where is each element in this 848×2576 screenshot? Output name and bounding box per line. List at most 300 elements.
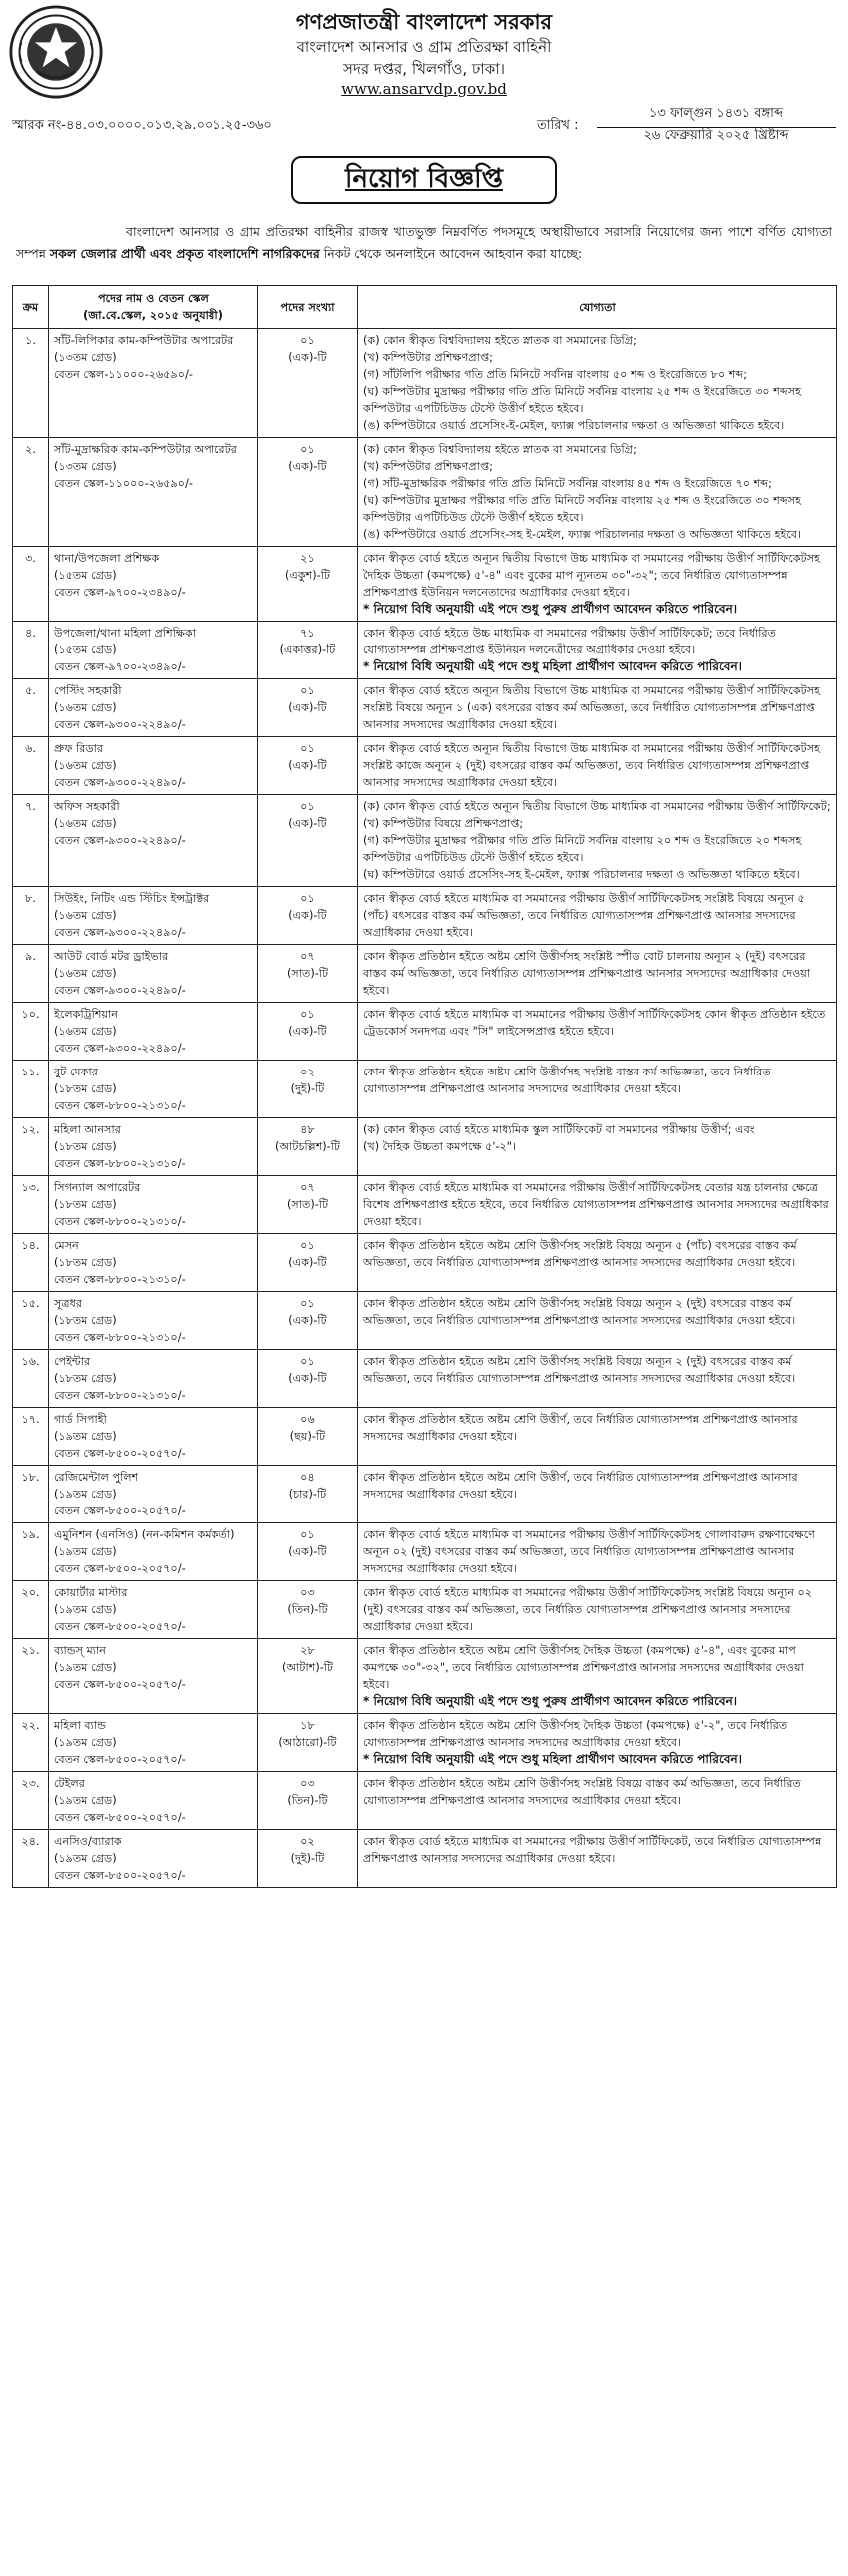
post-grade: (১৮তম গ্রেড)	[54, 1314, 117, 1327]
row-qualification	[358, 1772, 837, 1830]
header-serial: ক্রম	[13, 286, 49, 329]
table-row	[13, 1639, 837, 1714]
row-qualification	[358, 795, 837, 887]
count-number: ০৬	[300, 1413, 315, 1426]
post-scale: বেতন স্কেল-৮৮০০-২১৩১০/-	[54, 1099, 186, 1112]
row-count	[258, 1772, 358, 1830]
row-serial: ১.	[13, 329, 49, 438]
memo-number: স্মারক নং-৪৪.০৩.০০০০.০১৩.২৯.০০১.২৫-৩৬০	[12, 118, 272, 133]
qualification-line: কোন স্বীকৃত বোর্ড হইতে মাধ্যমিক বা সমমানের পরীক্ষায় উত্তীর্ণ সার্টিফিকেটসহ সংশ্লিষ্ট বিষয়ে অন্যূন ৫ (পাঁচ) বৎসরের বাস্তব কর্ম অভিজ্ঞতা, তবে নির্ধারিত যোগ্যতাসম্পন্ন প্রশিক্ষণপ্রাপ্ত আনসার সদস্যদের অগ্রাধিকার দেওয়া হইবে।	[363, 892, 805, 939]
count-word: (ছয়)-টি	[289, 1430, 326, 1443]
post-name: পেস্টিং সহকারী	[54, 684, 122, 697]
post-name: এনসিও/ব্যারাক	[54, 1835, 122, 1848]
qualification-line: কোন স্বীকৃত বোর্ড হইতে মাধ্যমিক বা সমমানের পরীক্ষায় উত্তীর্ণ সার্টিফিকেটসহ বেতার যন্ত্র চালনার ক্ষেত্রে বিশেষ প্রশিক্ষণপ্রাপ্ত হইতে হইবে, তবে নির্ধারিত যোগ্যতাসম্পন্ন প্রশিক্ষণপ্রাপ্ত আনসার সদস্যদের অগ্রাধিকার দেওয়া হইবে।	[363, 1181, 829, 1228]
row-count	[258, 679, 358, 737]
row-serial: ২৪.	[13, 1830, 49, 1888]
count-number: ০১	[300, 1355, 315, 1368]
header-post-label: পদের নাম ও বেতন স্কেল	[98, 292, 209, 305]
qualification-line: (ঘ) কম্পিউটারে ওয়ার্ড প্রসেসিং-সহ ই-মেইল, ফ্যাক্স পরিচালনার দক্ষতা ও অভিজ্ঞতা থাকিতে হইবে।	[363, 868, 800, 881]
post-grade: (১৯তম গ্রেড)	[54, 1852, 117, 1865]
count-number: ০১	[300, 892, 315, 905]
post-name: এমুনিশন (এনসিও) (নন-কমিশন কর্মকর্তা)	[54, 1528, 235, 1541]
row-count	[258, 1061, 358, 1118]
post-scale: বেতন স্কেল-৮৮০০-২১৩১০/-	[54, 1389, 186, 1402]
row-serial: ৫.	[13, 679, 49, 737]
row-count	[258, 1118, 358, 1176]
table-row	[13, 329, 837, 438]
row-serial: ১৪.	[13, 1234, 49, 1292]
row-post	[49, 1003, 258, 1061]
post-scale: বেতন স্কেল-১১০০০-২৬৫৯০/-	[54, 477, 193, 490]
row-serial: ৩.	[13, 547, 49, 622]
count-word: (আটচল্লিশ)-টি	[274, 1140, 341, 1153]
post-name: মহিলা আনসার	[54, 1123, 121, 1136]
count-word: (সাত)-টি	[286, 967, 329, 980]
qualification-line: (ঙ) কম্পিউটারে ওয়ার্ড প্রসেসিং-ই-মেইল, ফ্যাক্স পরিচালনার দক্ষতা ও অভিজ্ঞতা থাকিতে হইবে।	[363, 419, 785, 432]
count-number: ৪৮	[300, 1123, 315, 1136]
row-post	[49, 1639, 258, 1714]
qualification-line: কোন স্বীকৃত বোর্ড হইতে মাধ্যমিক বা সমমানের পরীক্ষায় উত্তীর্ণ সার্টিফিকেটসহ গোলাবারুদ রক্ষণাবেক্ষণে অন্যূন ০২ (দুই) বৎসরের বাস্তব কর্ম অভিজ্ঞতা, তবে নির্ধারিত যোগ্যতাসম্পন্ন প্রশিক্ষণপ্রাপ্ত আনসার সদস্যদের অগ্রাধিকার দেওয়া হইবে।	[363, 1528, 815, 1575]
post-scale: বেতন স্কেল-৮৫০০-২০৫৭০/-	[54, 1562, 186, 1575]
post-scale: বেতন স্কেল-৮৮০০-২১৩১০/-	[54, 1273, 186, 1286]
table-row	[13, 547, 837, 622]
row-serial: ২০.	[13, 1581, 49, 1639]
post-scale: বেতন স্কেল-৯৭০০-২৩৪৯০/-	[54, 586, 186, 599]
table-row	[13, 1772, 837, 1830]
office-address: সদর দপ্তর, খিলগাঁও, ঢাকা।	[343, 60, 505, 78]
table-row	[13, 1003, 837, 1061]
post-scale: বেতন স্কেল-৮৫০০-২০৫৭০/-	[54, 1504, 186, 1517]
row-count	[258, 1003, 358, 1061]
vacancy-table	[12, 285, 837, 1888]
qualification-line: (ঘ) কম্পিউটার মুদ্রাক্ষর পরীক্ষার গতি প্রতি মিনিটে সর্বনিম্ন বাংলায় ২৫ শব্দ ও ইংরেজিতে ৩০ শব্দসহ কম্পিউটার এপটিচিউড টেস্টে উত্তীর্ণ হইতে হইবে।	[363, 494, 801, 524]
row-post	[49, 945, 258, 1003]
count-word: (এক)-টি	[288, 351, 327, 364]
intro-text-bold: সকল জেলার প্রার্থী এবং প্রকৃত বাংলাদেশি নাগরিকদের	[49, 246, 320, 261]
row-post	[49, 1061, 258, 1118]
count-number: ০১	[300, 1297, 315, 1310]
count-word: (এক)-টি	[288, 817, 327, 830]
post-scale: বেতন স্কেল-৯৭০০-২৩৪৯০/-	[54, 660, 186, 673]
row-serial: ৮.	[13, 887, 49, 945]
row-qualification	[358, 1003, 837, 1061]
qualification-line: কোন স্বীকৃত প্রতিষ্ঠান হইতে অষ্টম শ্রেণি উত্তীর্ণসহ সংশ্লিষ্ট বিষয়ে অন্যূন ২ (দুই) বৎসরের বাস্তব কর্ম অভিজ্ঞতা, তবে নির্ধারিত যোগ্যতাসম্পন্ন প্রশিক্ষণপ্রাপ্ত আনসার সদস্যদের অগ্রাধিকার দেওয়া হইবে।	[363, 1355, 796, 1385]
qualification-line: (ক) কোন স্বীকৃত বোর্ড হইতে মাধ্যমিক স্কুল সার্টিফিকেট বা সমমানের পরীক্ষায় উত্তীর্ণ; এবং	[363, 1123, 755, 1136]
table-row	[13, 1061, 837, 1118]
qualification-line: কোন স্বীকৃত প্রতিষ্ঠান হইতে অষ্টম শ্রেণি উত্তীর্ণ, তবে নির্ধারিত যোগ্যতাসম্পন্ন প্রশিক্ষণপ্রাপ্ত আনসার সদস্যদের অগ্রাধিকার দেওয়া হইবে।	[363, 1471, 798, 1501]
post-scale: বেতন স্কেল-৯৩০০-২২৪৯০/-	[54, 926, 186, 939]
row-post	[49, 887, 258, 945]
count-word: (এক)-টি	[288, 460, 327, 473]
department-name: বাংলাদেশ আনসার ও গ্রাম প্রতিরক্ষা বাহিনী	[296, 38, 552, 56]
page-title: নিয়োগ বিজ্ঞপ্তি	[291, 156, 557, 204]
post-grade: (১৯তম গ্রেড)	[54, 1545, 117, 1558]
count-number: ০৩	[300, 1586, 315, 1599]
table-header-row	[13, 286, 837, 329]
post-grade: (১৯তম গ্রেড)	[54, 1603, 117, 1616]
row-qualification	[358, 945, 837, 1003]
table-row	[13, 438, 837, 547]
row-count	[258, 1639, 358, 1714]
table-row	[13, 887, 837, 945]
row-serial: ১০.	[13, 1003, 49, 1061]
post-grade: (১৬তম গ্রেড)	[54, 759, 117, 772]
qualification-line: কোন স্বীকৃত প্রতিষ্ঠান হইতে অষ্টম শ্রেণি উত্তীর্ণসহ দৈহিক উচ্চতা (কমপক্ষে) ৫'-৪", এবং বুকের মাপ কমপক্ষে ৩০"-৩২", তবে নির্ধারিত যোগ্যতাসম্পন্ন প্রশিক্ষণপ্রাপ্ত আনসার সদস্যদের অগ্রাধিকার দেওয়া হইবে।	[363, 1644, 804, 1691]
qualification-line: (ক) কোন স্বীকৃত বোর্ড হইতে অন্যূন দ্বিতীয় বিভাগে উচ্চ মাধ্যমিক বা সমমানের পরীক্ষায় উত্তীর্ণ সার্টিফিকেট;	[363, 800, 831, 813]
post-scale: বেতন স্কেল-৮৫০০-২০৫৭০/-	[54, 1447, 186, 1460]
table-row	[13, 1234, 837, 1292]
post-scale: বেতন স্কেল-৯৩০০-২২৪৯০/-	[54, 718, 186, 731]
table-row	[13, 1581, 837, 1639]
table-row	[13, 737, 837, 795]
post-name: গার্ড সিপাহী	[54, 1413, 107, 1426]
date-label: তারিখ :	[537, 118, 579, 133]
row-count	[258, 1523, 358, 1581]
qualification-line: (ঙ) কম্পিউটারে ওয়ার্ড প্রসেসিং-সহ ই-মেইল, ফ্যাক্স পরিচালনার দক্ষতা ও অভিজ্ঞতা থাকিতে হইবে।	[363, 528, 802, 541]
table-row	[13, 1292, 837, 1350]
row-post	[49, 1466, 258, 1523]
row-count	[258, 1408, 358, 1466]
post-scale: বেতন স্কেল-৯৩০০-২২৪৯০/-	[54, 776, 186, 789]
eligibility-note: * নিয়োগ বিধি অনুযায়ী এই পদে শুধু মহিলা প্রার্থীগণ আবেদন করিতে পারিবেন।	[363, 1752, 742, 1766]
post-name: সিগন্যাল অপারেটর	[54, 1181, 141, 1194]
count-number: ২৮	[300, 1644, 315, 1657]
post-grade: (১৬তম গ্রেড)	[54, 967, 117, 980]
count-word: (তিন)-টি	[287, 1794, 328, 1807]
row-post	[49, 1350, 258, 1408]
post-grade: (১৮তম গ্রেড)	[54, 1256, 117, 1269]
table-row	[13, 1118, 837, 1176]
post-name: মহিলা ব্যান্ড	[54, 1719, 107, 1732]
count-word: (একুশ)-টি	[284, 569, 331, 582]
row-post	[49, 795, 258, 887]
post-name: সাঁট-মুদ্রাক্ষরিক কাম-কম্পিউটার অপারেটর	[54, 443, 237, 456]
row-serial: ৭.	[13, 795, 49, 887]
row-count	[258, 1466, 358, 1523]
table-row	[13, 679, 837, 737]
qualification-line: (গ) সাঁট-মুদ্রাক্ষরিক পরীক্ষার গতি প্রতি মিনিটে সর্বনিম্ন বাংলায় ৪৫ শব্দ ও ইংরেজিতে ৭০ শব্দ;	[363, 477, 772, 490]
post-name: উপজেলা/থানা মহিলা প্রশিক্ষিকা	[54, 627, 197, 640]
count-word: (তিন)-টি	[287, 1603, 328, 1616]
count-number: ০১	[300, 1528, 315, 1541]
post-grade: (১৮তম গ্রেড)	[54, 1082, 117, 1095]
row-qualification	[358, 1350, 837, 1408]
post-grade: (১৬তম গ্রেড)	[54, 909, 117, 922]
post-scale: বেতন স্কেল-৮৫০০-২০৫৭০/-	[54, 1678, 186, 1691]
count-word: (আটাশ)-টি	[281, 1661, 334, 1674]
row-qualification	[358, 1176, 837, 1234]
row-serial: ১৫.	[13, 1292, 49, 1350]
intro-text-2: নিকট থেকে অনলাইনে আবেদন আহবান করা যাচ্ছে:	[323, 246, 583, 261]
count-word: (চার)-টি	[288, 1488, 327, 1501]
qualification-line: কোন স্বীকৃত বোর্ড হইতে মাধ্যমিক বা সমমানের পরীক্ষায় উত্তীর্ণ সার্টিফিকেটসহ সংশ্লিষ্ট বিষয়ে অন্যূন ০২ (দুই) বৎসরের বাস্তব কর্ম অভিজ্ঞতা, তবে নির্ধারিত যোগ্যতাসম্পন্ন প্রশিক্ষণপ্রাপ্ত আনসার সদস্যদের অগ্রাধিকার দেওয়া হইবে।	[363, 1586, 813, 1633]
row-post	[49, 547, 258, 622]
qualification-line: কোন স্বীকৃত প্রতিষ্ঠান হইতে অষ্টম শ্রেণি উত্তীর্ণ, তবে নির্ধারিত যোগ্যতাসম্পন্ন প্রশিক্ষণপ্রাপ্ত আনসার সদস্যদের অগ্রাধিকার দেওয়া হইবে।	[363, 1413, 798, 1443]
post-grade: (১৩তম গ্রেড)	[54, 460, 117, 473]
row-count	[258, 1234, 358, 1292]
qualification-line: (গ) কম্পিউটার মুদ্রাক্ষর পরীক্ষার গতি প্রতি মিনিটে সর্বনিম্ন বাংলায় ২০ শব্দ ও ইংরেজিতে ২০ শব্দসহ কম্পিউটার এপটিচিউড টেস্টে উত্তীর্ণ হইতে হইবে।	[363, 834, 802, 864]
row-post	[49, 438, 258, 547]
post-grade: (১৯তম গ্রেড)	[54, 1430, 117, 1443]
row-post	[49, 679, 258, 737]
qualification-line: (গ) সাঁটলিপি পরীক্ষার গতি প্রতি মিনিটে সর্বনিম্ন বাংলায় ৫০ শব্দ ও ইংরেজিতে ৮০ শব্দ;	[363, 368, 748, 381]
count-word: (এক)-টি	[288, 1025, 327, 1038]
table-row	[13, 1830, 837, 1888]
qualification-line: কোন স্বীকৃত বোর্ড হইতে অন্যূন দ্বিতীয় বিভাগে উচ্চ মাধ্যমিক বা সমমানের পরীক্ষায় উত্তীর্ণ সার্টিফিকেটসহ সংশ্লিষ্ট বিষয়ে অন্যূন ১ (এক) বৎসরের বাস্তব কর্ম অভিজ্ঞতা, তবে নির্ধারিত যোগ্যতাসম্পন্ন প্রশিক্ষণপ্রাপ্ত আনসার সদস্যদের অগ্রাধিকার দেওয়া হইবে।	[363, 684, 821, 731]
row-serial: ১৩.	[13, 1176, 49, 1234]
row-qualification	[358, 1292, 837, 1350]
row-qualification	[358, 1714, 837, 1772]
post-name: পেইন্টার	[54, 1355, 91, 1368]
row-count	[258, 1830, 358, 1888]
row-serial: ১৮.	[13, 1466, 49, 1523]
row-post	[49, 1118, 258, 1176]
row-count	[258, 737, 358, 795]
row-qualification	[358, 1234, 837, 1292]
row-count	[258, 1714, 358, 1772]
qualification-line: কোন স্বীকৃত প্রতিষ্ঠান হইতে অষ্টম শ্রেণি উত্তীর্ণসহ দৈহিক উচ্চতা (কমপক্ষে) ৫'-২", তবে নির্ধারিত যোগ্যতাসম্পন্ন প্রশিক্ষণপ্রাপ্ত আনসার সদস্যদের অগ্রাধিকার দেওয়া হইবে।	[363, 1719, 788, 1749]
post-grade: (১৬তম গ্রেড)	[54, 701, 117, 714]
row-post	[49, 1176, 258, 1234]
row-serial: ২২.	[13, 1714, 49, 1772]
table-row	[13, 1176, 837, 1234]
qualification-line: (ঘ) কম্পিউটার মুদ্রাক্ষর পরীক্ষার গতি প্রতি মিনিটে সর্বনিম্ন বাংলায় ২৫ শব্দ ও ইংরেজিতে ৩০ শব্দসহ কম্পিউটার এপটিচিউড টেস্টে উত্তীর্ণ হইতে হইবে।	[363, 385, 801, 415]
post-name: রেজিমেন্টাল পুলিশ	[54, 1471, 139, 1484]
qualification-line: কোন স্বীকৃত প্রতিষ্ঠান হইতে অষ্টম শ্রেণি উত্তীর্ণসহ সংশ্লিষ্ট স্পীড বোট চালনায় অন্যূন ২ (দুই) বৎসরের বাস্তব কর্ম অভিজ্ঞতা, তবে নির্ধারিত যোগ্যতাসম্পন্ন প্রশিক্ষণপ্রাপ্ত আনসার সদস্যদের অগ্রাধিকার দেওয়া হইবে।	[363, 950, 811, 997]
website-link[interactable]: www.ansarvdp.gov.bd	[341, 80, 507, 98]
count-word: (এক)-টি	[288, 1314, 327, 1327]
date-english: ২৬ ফেব্রুয়ারি ২০২৫ খ্রিষ্টাব্দ	[643, 128, 789, 143]
row-qualification	[358, 1408, 837, 1466]
row-serial: ২৩.	[13, 1772, 49, 1830]
post-name: ইলেকট্রিশিয়ান	[54, 1008, 118, 1021]
post-name: থানা/উপজেলা প্রশিক্ষক	[54, 552, 160, 565]
intro-text-1: বাংলাদেশ আনসার ও গ্রাম প্রতিরক্ষা বাহিনীর রাজস্ব খাতভুক্ত নিম্নবর্ণিত পদসমূহে অস্থায়ীভাবে সরাসরি নিয়োগের জন্য পাশে বর্ণিত যোগ্যতা সম্পন্ন	[16, 224, 832, 261]
qualification-line: কোন স্বীকৃত বোর্ড হইতে অন্যূন দ্বিতীয় বিভাগে উচ্চ মাধ্যমিক বা সমমানের পরীক্ষায় উত্তীর্ণ সার্টিফিকেটসহ দৈহিক উচ্চতা (কমপক্ষে) ৫'-৪" এবং বুকের মাপ ন্যূনতম ৩০"-৩২"; তবে নির্ধারিত যোগ্যতাসম্পন্ন প্রশিক্ষণপ্রাপ্ত ইউনিয়ন দলনেতাদের অগ্রাধিকার দেওয়া হইবে।	[363, 552, 821, 599]
post-scale: বেতন স্কেল-৮৫০০-২০৫৭০/-	[54, 1620, 186, 1633]
post-grade: (১৮তম গ্রেড)	[54, 1140, 117, 1153]
row-qualification	[358, 1523, 837, 1581]
post-scale: বেতন স্কেল-৯৩০০-২২৪৯০/-	[54, 834, 186, 847]
qualification-line: কোন স্বীকৃত প্রতিষ্ঠান হইতে অষ্টম শ্রেণি উত্তীর্ণসহ সংশ্লিষ্ট বিষয়ে অন্যূন ৫ (পাঁচ) বৎসরের বাস্তব কর্ম অভিজ্ঞতা, তবে নির্ধারিত যোগ্যতাসম্পন্ন প্রশিক্ষণপ্রাপ্ত আনসার সদস্যদের অগ্রাধিকার দেওয়া হইবে।	[363, 1239, 797, 1269]
post-name: মেসন	[54, 1239, 79, 1252]
post-grade: (১৩তম গ্রেড)	[54, 351, 117, 364]
row-serial: ২.	[13, 438, 49, 547]
post-scale: বেতন স্কেল-৯৩০০-২২৪৯০/-	[54, 984, 186, 997]
qualification-line: কোন স্বীকৃত বোর্ড হইতে মাধ্যমিক বা সমমানের পরীক্ষায় উত্তীর্ণ সার্টিফিকেট, তবে নির্ধারিত যোগ্যতাসম্পন্ন প্রশিক্ষণপ্রাপ্ত আনসার সদস্যদের অগ্রাধিকার দেওয়া হইবে।	[363, 1835, 822, 1865]
row-serial: ১৯.	[13, 1523, 49, 1581]
count-number: ০১	[300, 1239, 315, 1252]
header-count: পদের সংখ্যা	[258, 286, 358, 329]
row-qualification	[358, 547, 837, 622]
row-count	[258, 1581, 358, 1639]
row-post	[49, 1830, 258, 1888]
table-row	[13, 1408, 837, 1466]
count-word: (এক)-টি	[288, 909, 327, 922]
qualification-line: কোন স্বীকৃত বোর্ড হইতে অন্যূন দ্বিতীয় বিভাগে উচ্চ মাধ্যমিক বা সমমানের পরীক্ষায় উত্তীর্ণ সার্টিফিকেটসহ সংশ্লিষ্ট কাজে অন্যূন ২ (দুই) বৎসরের বাস্তব কর্ম অভিজ্ঞতা, তবে নির্ধারিত যোগ্যতাসম্পন্ন প্রশিক্ষণপ্রাপ্ত আনসার সদস্যদের অগ্রাধিকার দেওয়া হইবে।	[363, 742, 821, 789]
row-qualification	[358, 1830, 837, 1888]
eligibility-note: * নিয়োগ বিধি অনুযায়ী এই পদে শুধু পুরুষ প্রার্থীগণ আবেদন করিতে পারিবেন।	[363, 602, 738, 616]
row-count	[258, 1350, 358, 1408]
row-qualification	[358, 887, 837, 945]
count-word: (আঠারো)-টি	[278, 1736, 337, 1749]
post-grade: (১৫তম গ্রেড)	[54, 569, 117, 582]
post-name: টেইলর	[54, 1777, 85, 1790]
count-word: (এক)-টি	[288, 1372, 327, 1385]
row-qualification	[358, 679, 837, 737]
count-number: ০১	[300, 1008, 315, 1021]
row-post	[49, 1581, 258, 1639]
table-row	[13, 1350, 837, 1408]
table-row	[13, 1466, 837, 1523]
row-count	[258, 945, 358, 1003]
row-qualification	[358, 329, 837, 438]
count-word: (এক)-টি	[288, 1545, 327, 1558]
count-number: ০৭	[300, 950, 315, 963]
count-number: ০১	[300, 800, 315, 813]
row-serial: ২১.	[13, 1639, 49, 1714]
post-name: সিউইং, নিটিং এন্ড স্টিচিং ইন্সট্রাক্টর	[54, 892, 210, 905]
count-word: (একাত্তর)-টি	[279, 644, 336, 656]
header-post-sub: (জা.বে.স্কেল, ২০১৫ অনুযায়ী)	[83, 309, 223, 322]
government-title: গণপ্রজাতন্ত্রী বাংলাদেশ সরকার	[295, 10, 553, 34]
row-post	[49, 1772, 258, 1830]
row-qualification	[358, 737, 837, 795]
qualification-line: কোন স্বীকৃত বোর্ড হইতে মাধ্যমিক বা সমমানের পরীক্ষায় উত্তীর্ণ সার্টিফিকেটসহ কোন স্বীকৃত প্রতিষ্ঠান হইতে ট্রেডকোর্স সনদপত্র এবং "সি" লাইসেন্সপ্রাপ্ত হইতে হইবে।	[363, 1008, 826, 1038]
row-post	[49, 622, 258, 679]
row-post	[49, 329, 258, 438]
row-qualification	[358, 1639, 837, 1714]
table-row	[13, 1523, 837, 1581]
post-grade: (১৫তম গ্রেড)	[54, 644, 117, 656]
qualification-line: কোন স্বীকৃত বোর্ড হইতে উচ্চ মাধ্যমিক বা সমমানের পরীক্ষায় উত্তীর্ণ সার্টিফিকেট; তবে নির্ধারিত যোগ্যতাসম্পন্ন প্রশিক্ষণপ্রাপ্ত ইউনিয়ন দলনেত্রীদের অগ্রাধিকার দেওয়া হইবে।	[363, 627, 777, 656]
post-scale: বেতন স্কেল-৮৫০০-২০৫৭০/-	[54, 1811, 186, 1824]
post-name: বুট মেকার	[54, 1066, 98, 1078]
intro-paragraph	[16, 221, 832, 265]
row-qualification	[358, 1061, 837, 1118]
row-count	[258, 622, 358, 679]
post-name: সাঁট-লিপিকার কাম-কম্পিউটার অপারেটর	[54, 334, 234, 347]
row-serial: ৯.	[13, 945, 49, 1003]
row-serial: ১২.	[13, 1118, 49, 1176]
count-number: ১৮	[300, 1719, 315, 1732]
row-qualification	[358, 1466, 837, 1523]
qualification-line: কোন স্বীকৃত প্রতিষ্ঠান হইতে অষ্টম শ্রেণি উত্তীর্ণসহ সংশ্লিষ্ট বিষয়ে অন্যূন ২ (দুই) বৎসরের বাস্তব কর্ম অভিজ্ঞতা, তবে নির্ধারিত যোগ্যতাসম্পন্ন প্রশিক্ষণপ্রাপ্ত আনসার সদস্যদের অগ্রাধিকার দেওয়া হইবে।	[363, 1297, 796, 1327]
row-post	[49, 1408, 258, 1466]
post-name: আউট বোর্ড মটর ড্রাইভার	[54, 950, 169, 963]
post-scale: বেতন স্কেল-১১০০০-২৬৫৯০/-	[54, 368, 193, 381]
count-word: (দুই)-টি	[290, 1082, 325, 1095]
row-post	[49, 1714, 258, 1772]
row-qualification	[358, 1118, 837, 1176]
post-scale: বেতন স্কেল-৮৮০০-২১৩১০/-	[54, 1215, 186, 1228]
vacancy-table-body	[13, 329, 837, 1888]
count-number: ০৭	[300, 1181, 315, 1194]
table-row	[13, 945, 837, 1003]
table-row	[13, 795, 837, 887]
count-word: (এক)-টি	[288, 701, 327, 714]
row-post	[49, 737, 258, 795]
count-number: ২১	[300, 552, 315, 565]
row-count	[258, 329, 358, 438]
qualification-line: কোন স্বীকৃত প্রতিষ্ঠান হইতে অষ্টম শ্রেণি উত্তীর্ণসহ সংশ্লিষ্ট বাস্তব কর্ম অভিজ্ঞতা, তবে নির্ধারিত যোগ্যতাসম্পন্ন প্রশিক্ষণপ্রাপ্ত আনসার সদস্যদের অগ্রাধিকার দেওয়া হইবে।	[363, 1066, 771, 1095]
row-serial: ১৭.	[13, 1408, 49, 1466]
header-post	[49, 286, 258, 329]
count-word: (এক)-টি	[288, 1256, 327, 1269]
row-count	[258, 887, 358, 945]
count-number: ০১	[300, 742, 315, 755]
row-count	[258, 795, 358, 887]
header-qualification: যোগ্যতা	[358, 286, 837, 329]
row-serial: ৬.	[13, 737, 49, 795]
count-word: (দুই)-টি	[290, 1852, 325, 1865]
qualification-line: কোন স্বীকৃত প্রতিষ্ঠান হইতে অষ্টম শ্রেণি উত্তীর্ণসহ সংশ্লিষ্ট বিষয়ে বাস্তব কর্ম অভিজ্ঞতা, তবে নির্ধারিত যোগ্যতাসম্পন্ন প্রশিক্ষণপ্রাপ্ত আনসার সদস্যদের অগ্রাধিকার দেওয়া হইবে।	[363, 1777, 801, 1807]
qualification-line: (ক) কোন স্বীকৃত বিশ্ববিদ্যালয় হইতে স্নাতক বা সমমানের ডিগ্রি;	[363, 334, 636, 347]
post-grade: (১৬তম গ্রেড)	[54, 1025, 117, 1038]
row-qualification	[358, 1581, 837, 1639]
qualification-line: (খ) কম্পিউটার প্রশিক্ষণপ্রাপ্ত;	[363, 460, 493, 473]
post-grade: (১৮তম গ্রেড)	[54, 1372, 117, 1385]
row-post	[49, 1292, 258, 1350]
qualification-line: (খ) কম্পিউটার বিষয়ে প্রশিক্ষণপ্রাপ্ত;	[363, 817, 524, 830]
row-qualification	[358, 438, 837, 547]
post-scale: বেতন স্কেল-৯৩০০-২২৪৯০/-	[54, 1042, 186, 1055]
post-scale: বেতন স্কেল-৮৮০০-২১৩১০/-	[54, 1157, 186, 1170]
post-grade: (১৯তম গ্রেড)	[54, 1794, 117, 1807]
qualification-line: (ক) কোন স্বীকৃত বিশ্ববিদ্যালয় হইতে স্নাতক বা সমমানের ডিগ্রি;	[363, 443, 636, 456]
date-bangla: ১৩ ফাল্গুন ১৪৩১ বঙ্গাব্দ	[597, 104, 836, 128]
post-name: সূত্রধর	[54, 1297, 83, 1310]
post-grade: (১৯তম গ্রেড)	[54, 1661, 117, 1674]
row-count	[258, 547, 358, 622]
row-count	[258, 1176, 358, 1234]
post-scale: বেতন স্কেল-৮৮০০-২১৩১০/-	[54, 1331, 186, 1344]
count-number: ০১	[300, 443, 315, 456]
count-number: ৭১	[300, 627, 315, 640]
post-name: অফিস সহকারী	[54, 800, 120, 813]
row-serial: ৪.	[13, 622, 49, 679]
count-number: ০২	[300, 1835, 315, 1848]
count-number: ০১	[300, 684, 315, 697]
row-serial: ১৬.	[13, 1350, 49, 1408]
qualification-line: (খ) কম্পিউটার প্রশিক্ষণপ্রাপ্ত;	[363, 351, 493, 364]
count-number: ০১	[300, 334, 315, 347]
count-number: ০৩	[300, 1777, 315, 1790]
row-qualification	[358, 622, 837, 679]
post-grade: (১৬তম গ্রেড)	[54, 817, 117, 830]
post-grade: (১৯তম গ্রেড)	[54, 1488, 117, 1501]
post-name: ব্যান্ডস্ ম্যান	[54, 1644, 106, 1657]
row-post	[49, 1234, 258, 1292]
row-serial: ১১.	[13, 1061, 49, 1118]
post-scale: বেতন স্কেল-৮৫০০-২০৫৭০/-	[54, 1753, 186, 1766]
table-row	[13, 622, 837, 679]
post-name: প্রুফ রিডার	[54, 742, 104, 755]
post-grade: (১৯তম গ্রেড)	[54, 1736, 117, 1749]
qualification-line: (খ) দৈহিক উচ্চতা কমপক্ষে ৫'-২"।	[363, 1140, 516, 1153]
eligibility-note: * নিয়োগ বিধি অনুযায়ী এই পদে শুধু পুরুষ প্রার্থীগণ আবেদন করিতে পারিবেন।	[363, 1694, 738, 1708]
row-count	[258, 1292, 358, 1350]
post-grade: (১৮তম গ্রেড)	[54, 1198, 117, 1211]
post-name: কোয়ার্টার মাস্টার	[54, 1586, 128, 1599]
post-scale: বেতন স্কেল-৮৫০০-২০৫৭০/-	[54, 1869, 186, 1882]
count-word: (সাত)-টি	[286, 1198, 329, 1211]
count-number: ০২	[300, 1066, 315, 1078]
row-count	[258, 438, 358, 547]
count-number: ০৪	[300, 1471, 315, 1484]
eligibility-note: * নিয়োগ বিধি অনুযায়ী এই পদে শুধু মহিলা প্রার্থীগণ আবেদন করিতে পারিবেন।	[363, 659, 742, 673]
row-post	[49, 1523, 258, 1581]
